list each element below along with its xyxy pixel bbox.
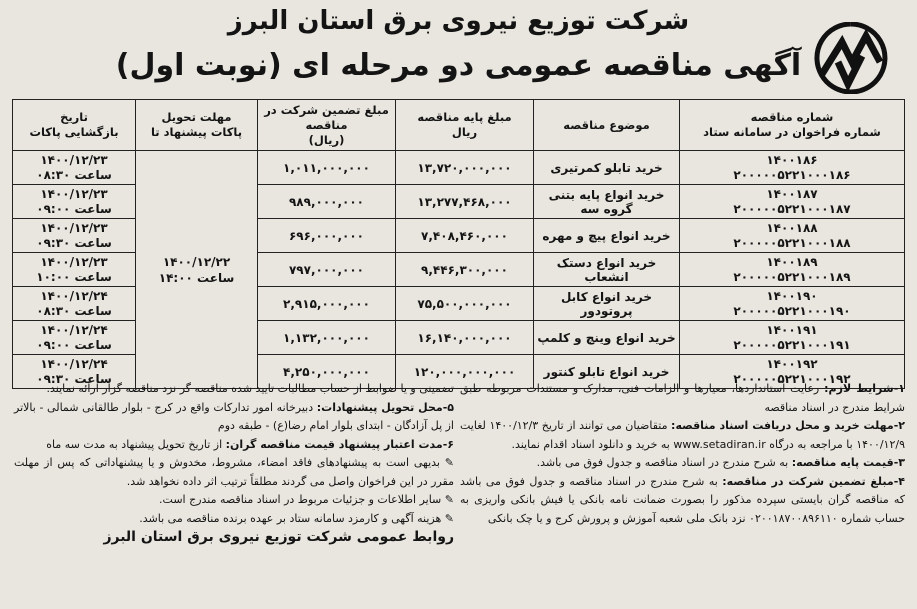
tender-number-cell: ۱۴۰۰۱۹۲ ۲۰۰۰۰۰۵۲۲۱۰۰۰۱۹۲ — [680, 355, 905, 389]
subject-cell: خرید انواع پایه بتنی گروه سه — [534, 185, 680, 219]
base-amount-cell: ۷۵,۵۰۰,۰۰۰,۰۰۰ — [396, 287, 534, 321]
base-amount-cell: ۷,۴۰۸,۴۶۰,۰۰۰ — [396, 219, 534, 253]
condition-5: ۵-محل تحویل پیشنهادات: دبیرخانه امور تدارکات واقع در کرج - بلوار طالقانی شمالی - بالاتر از پل آزادگان - ابتدای بلوار امام رضا(ع) - طبقه دوم — [14, 400, 454, 432]
subject-cell: خرید انواع کابل پروتودور — [534, 287, 680, 321]
opening-cell: ۱۴۰۰/۱۲/۲۴ ساعت ۰۹:۰۰ — [13, 321, 136, 355]
condition-6: ۶-مدت اعتبار پیشنهاد قیمت مناقصه گران: از تاریخ تحویل پیشنهاد به مدت سه ماه — [46, 437, 454, 451]
opening-cell: ۱۴۰۰/۱۲/۲۴ ساعت ۰۸:۳۰ — [13, 287, 136, 321]
subject-cell: خرید تابلو کمرتیری — [534, 151, 680, 185]
guarantee-cell: ۱,۱۳۲,۰۰۰,۰۰۰ — [258, 321, 396, 355]
company-logo-icon — [808, 22, 894, 94]
base-amount-cell: ۱۲۰,۰۰۰,۰۰۰,۰۰۰ — [396, 355, 534, 389]
base-amount-cell: ۱۳,۷۲۰,۰۰۰,۰۰۰ — [396, 151, 534, 185]
tender-number-cell: ۱۴۰۰۱۸۸ ۲۰۰۰۰۰۵۲۲۱۰۰۰۱۸۸ — [680, 219, 905, 253]
subject-cell: خرید انواع پیچ و مهره — [534, 219, 680, 253]
guarantee-cell: ۹۸۹,۰۰۰,۰۰۰ — [258, 185, 396, 219]
condition-3: ۳-قیمت پایه مناقصه: به شرح مندرج در اسناد مناقصه و جدول فوق می باشد. — [536, 456, 905, 469]
tender-table — [12, 99, 905, 389]
tender-number-cell: ۱۴۰۰۱۸۹ ۲۰۰۰۰۰۵۲۲۱۰۰۰۱۸۹ — [680, 253, 905, 287]
subject-cell: خرید انواع دستک انشعاب — [534, 253, 680, 287]
conditions-right-column — [460, 380, 905, 605]
tender-number-cell: ۱۴۰۰۱۹۰ ۲۰۰۰۰۰۵۲۲۱۰۰۰۱۹۰ — [680, 287, 905, 321]
deadline-cell: ۱۴۰۰/۱۲/۲۲ ساعت ۱۴:۰۰ — [136, 151, 258, 389]
guarantee-cell: ۲,۹۱۵,۰۰۰,۰۰۰ — [258, 287, 396, 321]
guarantee-cell: ۷۹۷,۰۰۰,۰۰۰ — [258, 253, 396, 287]
header-number: شماره مناقصه شماره فراخوان در سامانه ستاد — [680, 100, 905, 151]
tender-number-cell: ۱۴۰۰۱۸۷ ۲۰۰۰۰۰۵۲۲۱۰۰۰۱۸۷ — [680, 185, 905, 219]
opening-cell: ۱۴۰۰/۱۲/۲۳ ساعت ۰۹:۰۰ — [13, 185, 136, 219]
table-row — [13, 151, 905, 185]
guarantee-cell: ۶۹۶,۰۰۰,۰۰۰ — [258, 219, 396, 253]
condition-4: ۴-مبلغ تضمین شرکت در مناقصه: به شرح مندرج در اسناد مناقصه و جدول فوق می باشد که مناقصه گران بایستی سپرده مذکور را بصورت ضمانت نامه بانکی یا فیش بانکی واریزی به حساب شماره ۰۲۰۰۱۸۷۰۰۸۹۶۱۱۰ نزد بانک ملی شعبه آموزش و پرورش کرج و یا چک بانکی — [460, 474, 905, 525]
guarantee-cell: ۱,۰۱۱,۰۰۰,۰۰۰ — [258, 151, 396, 185]
condition-4-continued: تضمینی و یا ضوابط از حساب مطالبات تایید شده مناقصه گر نزد مناقصه گزار ارائه نمایند. — [46, 382, 454, 395]
opening-cell: ۱۴۰۰/۱۲/۲۴ ساعت ۰۹:۳۰ — [13, 355, 136, 389]
opening-cell: ۱۴۰۰/۱۲/۲۳ ساعت ۰۹:۳۰ — [13, 219, 136, 253]
header-subject: موضوع مناقصه — [534, 100, 680, 151]
header-base-amount: مبلغ پایه مناقصه ریال — [396, 100, 534, 151]
header-deadline: مهلت تحویل پاکات پیشنهاد تا — [136, 100, 258, 151]
conditions-left-column — [14, 380, 454, 605]
tender-number-cell: ۱۴۰۰۱۸۶ ۲۰۰۰۰۰۵۲۲۱۰۰۰۱۸۶ — [680, 151, 905, 185]
opening-cell: ۱۴۰۰/۱۲/۲۳ ساعت ۱۰:۰۰ — [13, 253, 136, 287]
tender-number-cell: ۱۴۰۰۱۹۱ ۲۰۰۰۰۰۵۲۲۱۰۰۰۱۹۱ — [680, 321, 905, 355]
header-opening: تاریخ بازگشایی پاکات — [13, 100, 136, 151]
header-guarantee: مبلغ تضمین شرکت در مناقصه (ریال) — [258, 100, 396, 151]
base-amount-cell: ۱۶,۱۴۰,۰۰۰,۰۰۰ — [396, 321, 534, 355]
notice-title: آگهی مناقصه عمومی دو مرحله ای (نوبت اول) — [115, 48, 802, 83]
condition-2: ۲-مهلت خرید و محل دریافت اسناد مناقصه: متقاضیان می توانند از تاریخ ۱۴۰۰/۱۲/۳ لغایت ۱۴۰۰/۱۲/۹ با مراجعه به درگاه www.setadiran.ir به خرید و دانلود اسناد اقدام نمایند. — [460, 419, 905, 451]
company-name: شرکت توزیع نیروی برق استان البرز — [227, 6, 690, 36]
bullet-note: ✎ بدیهی است به پیشنهادهای فاقد امضاء، مشروط، مخدوش و یا پیشنهاداتی که پس از مهلت مقرر در این فراخوان واصل می گردند مطلقاً ترتیب اثر داده نخواهد شد. — [14, 456, 454, 488]
bullet-note: ✎ هزینه آگهی و کارمزد سامانه ستاد بر عهده برنده مناقصه می باشد. — [139, 511, 454, 525]
base-amount-cell: ۱۳,۲۷۷,۴۶۸,۰۰۰ — [396, 185, 534, 219]
bullet-note: ✎ سایر اطلاعات و جزئیات مربوط در اسناد مناقصه مندرج است. — [159, 493, 454, 506]
condition-1: ۱-شرایط لازم: رعایت استانداردها، معیارها و الزامات فنی، مدارک و مستندات مربوطه طبق شرایط مندرج در اسناد مناقصه — [460, 382, 905, 414]
subject-cell: خرید انواع وینچ و کلمپ — [534, 321, 680, 355]
public-relations-signature: روابط عمومی شرکت توزیع نیروی برق استان البرز — [103, 529, 454, 545]
base-amount-cell: ۹,۴۴۶,۳۰۰,۰۰۰ — [396, 253, 534, 287]
subject-cell: خرید انواع تابلو کنتور — [534, 355, 680, 389]
opening-cell: ۱۴۰۰/۱۲/۲۳ ساعت ۰۸:۳۰ — [13, 151, 136, 185]
header — [0, 0, 917, 100]
guarantee-cell: ۴,۲۵۰,۰۰۰,۰۰۰ — [258, 355, 396, 389]
table-header-row — [13, 100, 905, 151]
